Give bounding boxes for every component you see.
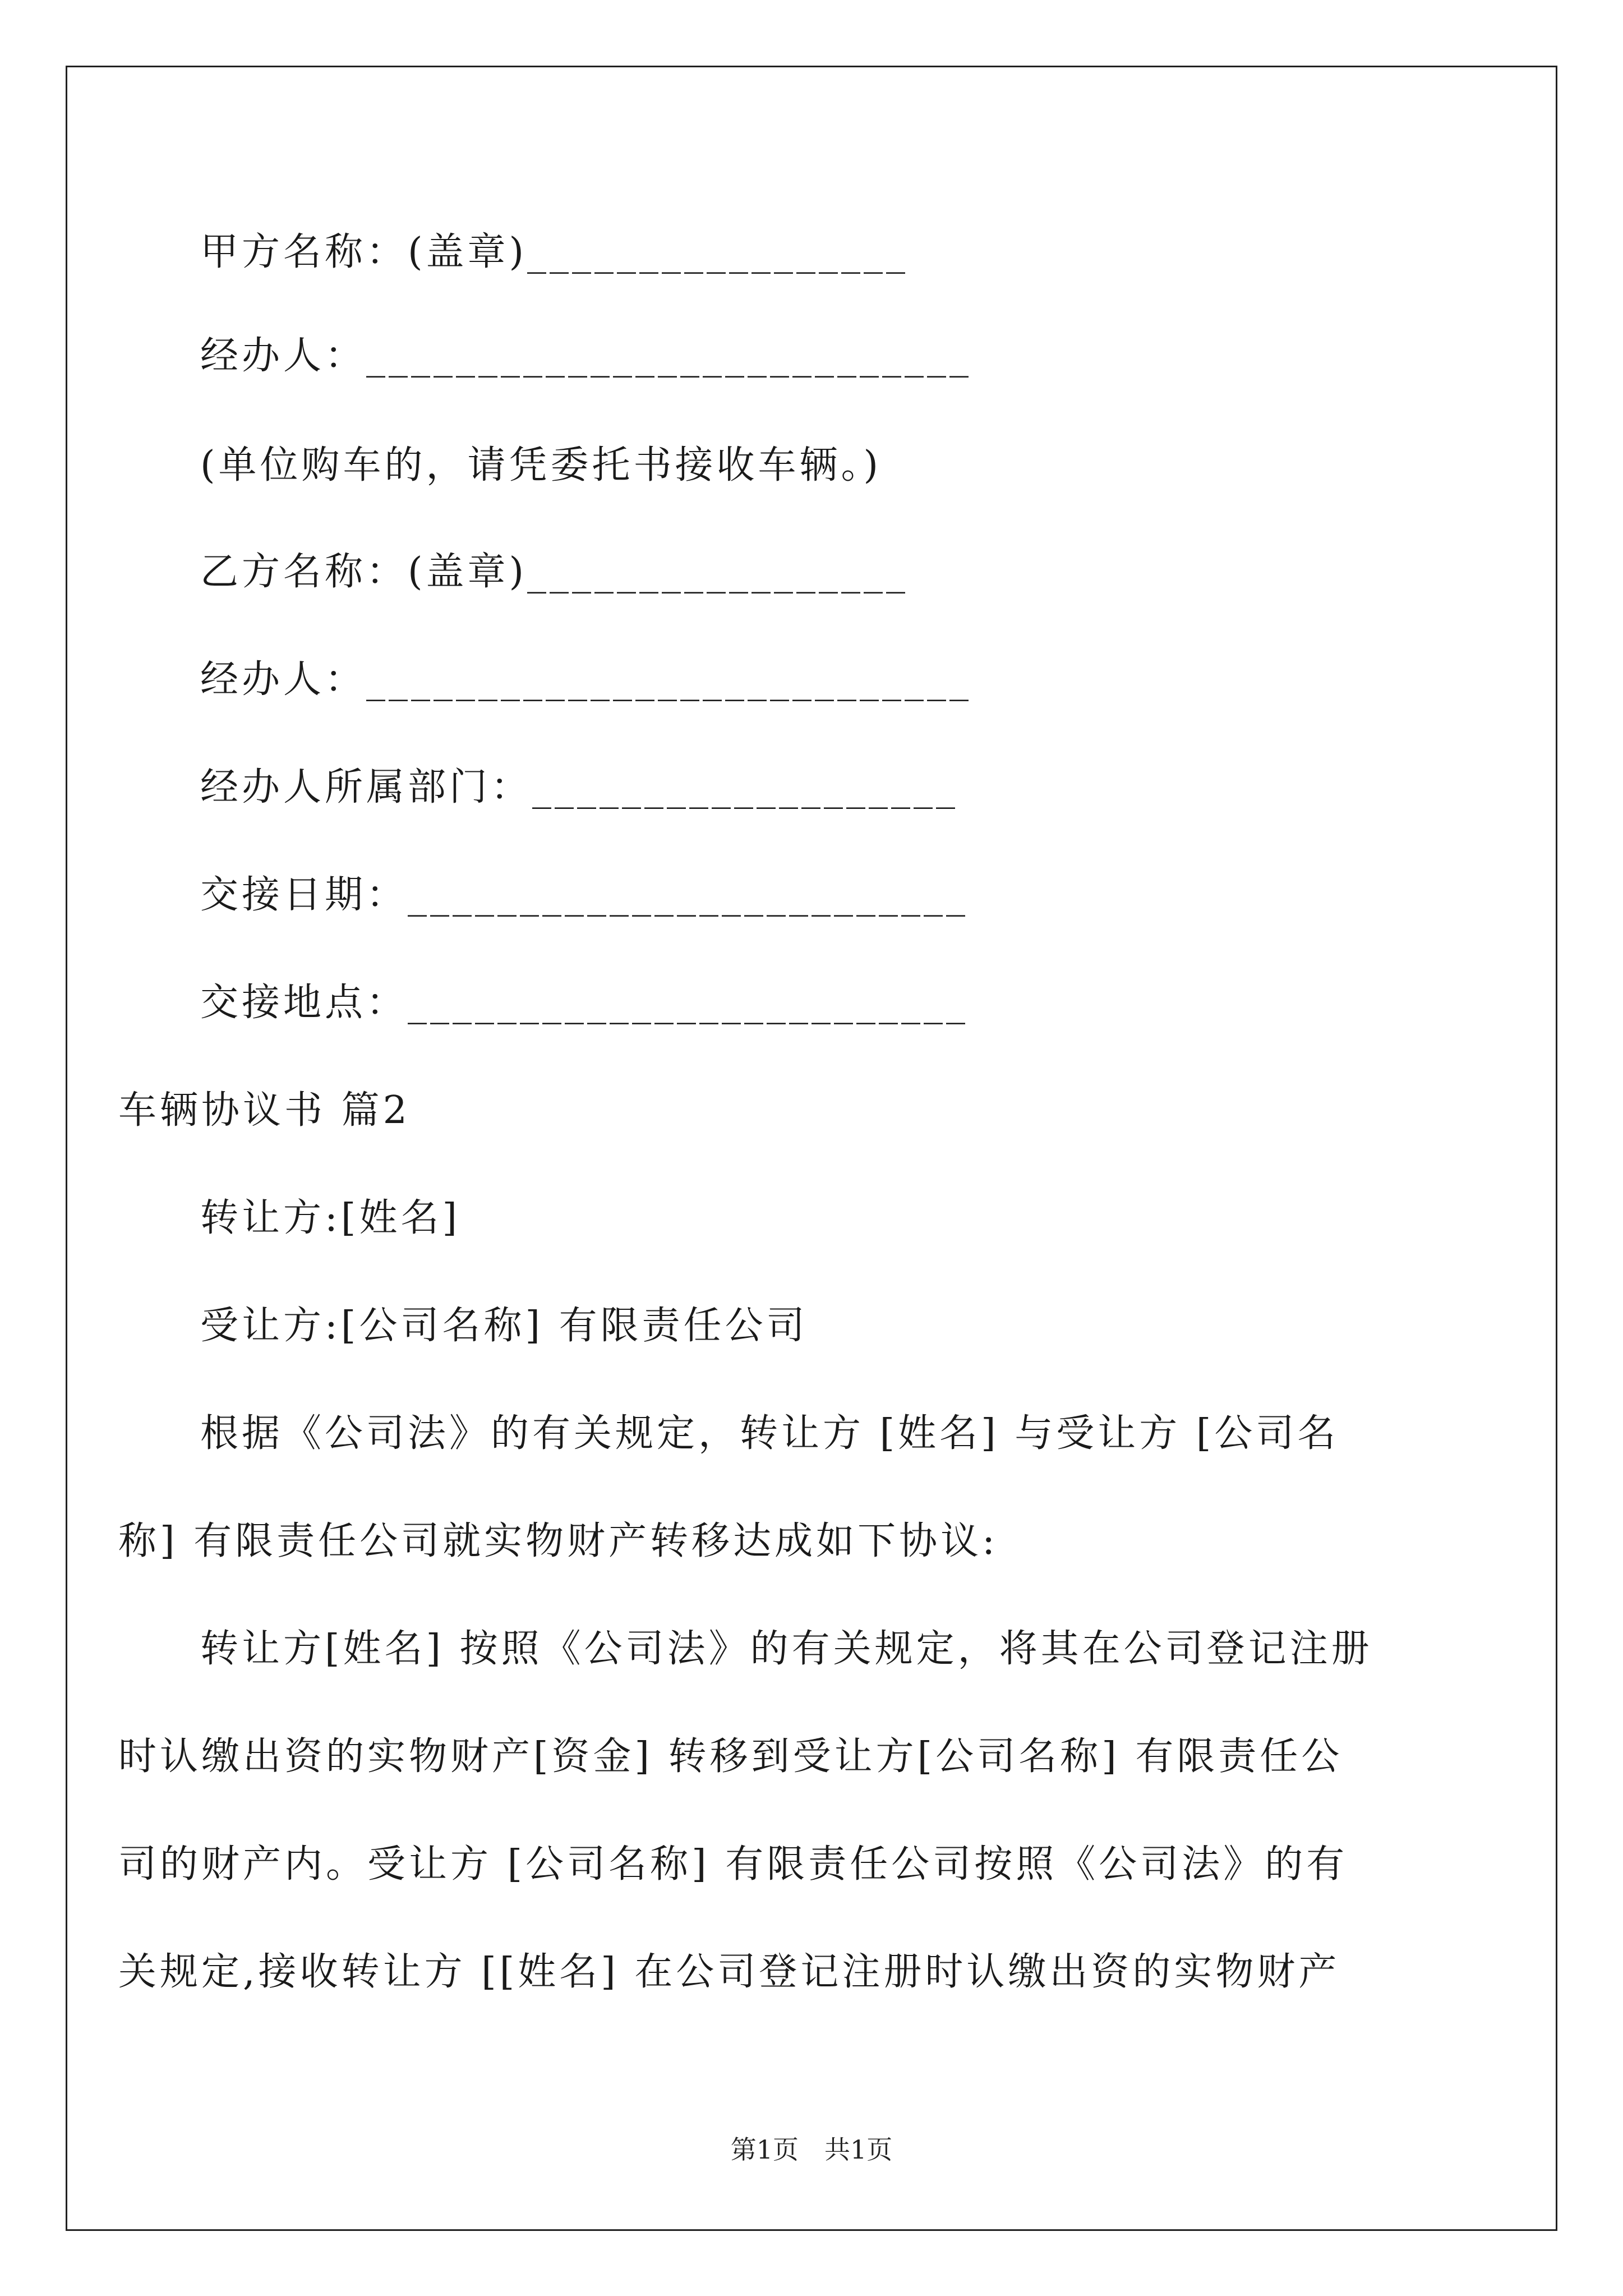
paragraph-2-line-2: 时认缴出资的实物财产[资金] 转移到受让方[公司名称] 有限责任公 [118,1734,1343,1779]
page-footer: 第1页 共1页 [730,2134,893,2165]
party-b-handler-line: 经办人：___________________________ [200,657,972,702]
handler-department-line: 经办人所属部门：___________________ [200,765,959,809]
paragraph-2-line-1: 转让方[姓名] 按照《公司法》的有关规定，将其在公司登记注册 [200,1627,1373,1671]
party-b-name-line: 乙方名称：(盖章)_________________ [200,550,909,594]
party-a-handler-line: 经办人：___________________________ [200,334,972,378]
transferee-line: 受让方:[公司名称] 有限责任公司 [200,1304,808,1348]
unit-purchase-note: (单位购车的，请凭委托书接收车辆。) [200,443,882,487]
party-a-name-line: 甲方名称：(盖章)_________________ [200,230,909,274]
paragraph-1-line-2: 称] 有限责任公司就实物财产转移达成如下协议: [118,1519,999,1563]
transferor-line: 转让方:[姓名] [200,1196,460,1240]
handover-location-line: 交接地点：_________________________ [200,981,969,1025]
page-border [66,66,1557,2231]
paragraph-2-line-3: 司的财产内。受让方 [公司名称] 有限责任公司按照《公司法》的有 [118,1842,1348,1887]
paragraph-2-line-4: 关规定,接收转让方 [[姓名] 在公司登记注册时认缴出资的实物财产 [118,1950,1340,1994]
section-heading: 车辆协议书 篇2 [118,1088,411,1133]
paragraph-1-line-1: 根据《公司法》的有关规定，转让方 [姓名] 与受让方 [公司名 [200,1411,1339,1456]
handover-date-line: 交接日期：_________________________ [200,873,969,917]
